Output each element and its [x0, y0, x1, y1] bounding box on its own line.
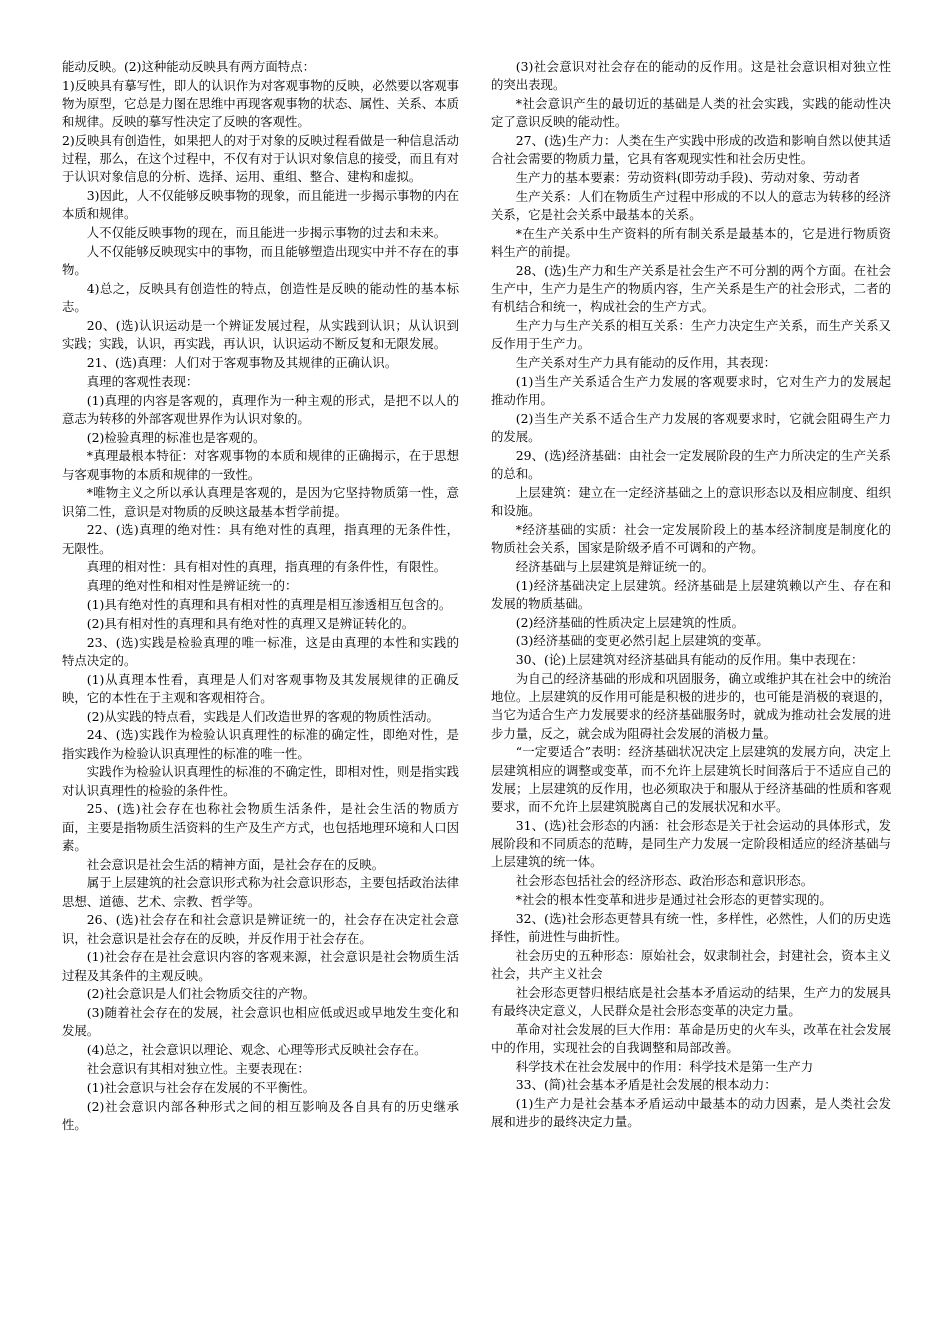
paragraph: 真理的客观性表现： — [86, 373, 199, 389]
paragraph: 真理的绝对性和相对性是辨证统一的： — [86, 578, 298, 594]
paragraph: 29、(选)经济基础：由社会一定发展阶段的生产力所决定的生产关系的总和。 — [491, 447, 891, 481]
paragraph: 1)反映具有摹写性，即人的认识作为对客观事物的反映，必然要以客观事物为原型，它总是力图在思维中再现客观事物的状态、属性、关系、本质和规律。反映的摹写性决定了反映的客观性。 — [62, 77, 459, 130]
paragraph: *真理最根本特征：对客观事物的本质和规律的正确揭示，在于思想与客观事物的本质和规律的一致性。 — [62, 448, 459, 482]
paragraph: (4)总之，社会意识以理论、观念、心理等形式反映社会存在。 — [86, 1042, 427, 1058]
paragraph: (1)社会意识与社会存在发展的不平衡性。 — [86, 1079, 315, 1095]
paragraph: 22、(选)真理的绝对性：具有绝对性的真理，指真理的无条件性，无限性。 — [62, 522, 459, 556]
paragraph: 社会形态包括社会的经济形态、政治形态和意识形态。 — [515, 873, 814, 888]
paragraph: “一定要适合”表明：经济基础状况决定上层建筑的发展方向，决定上层建筑相应的调整或变革，而不允许上层建筑长时间落后于不适应自己的发展；上层建筑的反作用，也必须取决于和服从于经济基础的性质和客观要求，而不允许上层建筑脱离自己的发展状况和水平。 — [491, 744, 891, 814]
paragraph: 32、(选)社会形态更替具有统一性，多样性，必然性，人们的历史选择性，前进性与曲折性。 — [491, 910, 891, 944]
paragraph: 科学技术在社会发展中的作用：科学技术是第一生产力 — [515, 1058, 814, 1074]
paragraph: 30、(论)上层建筑对经济基础具有能动的反作用。集中表现在： — [515, 652, 864, 668]
paragraph: *社会意识产生的最切近的基础是人类的社会实践，实践的能动性决定了意识反映的能动性。 — [491, 96, 891, 130]
paragraph: (3)经济基础的变更必然引起上层建筑的变革。 — [515, 633, 769, 649]
paragraph: 生产力与生产关系的相互关系：生产力决定生产关系，而生产关系又反作用于生产力。 — [491, 318, 891, 352]
paragraph: 2)反映具有创造性，如果把人的对于对象的反映过程看做是一种信息活动过程，那么，在这个过程中，不仅有对于认识对象信息的接受，而且有对于认识对象信息的分析、选择、运用、重组、整合、建构和虚拟。 — [62, 133, 459, 185]
paragraph: (1)从真理本性看，真理是人们对客观事物及其发展规律的正确反映，它的本性在于主观和客观相符合。 — [62, 671, 459, 705]
paragraph: 3)因此，人不仅能够反映事物的现象，而且能进一步揭示事物的内在本质和规律。 — [62, 188, 459, 222]
paragraph: 生产力的基本要素：劳动资料(即劳动手段)、劳动对象、劳动者 — [515, 170, 861, 185]
paragraph: 社会历史的五种形态：原始社会，奴隶制社会，封建社会，资本主义社会，共产主义社会 — [491, 947, 891, 981]
paragraph: *经济基础的实质：社会一定发展阶段上的基本经济制度是制度化的物质社会关系，国家是阶级矛盾不可调和的产物。 — [491, 521, 891, 555]
paragraph: 社会意识是社会生活的精神方面，是社会存在的反映。 — [86, 856, 385, 872]
paragraph: *在生产关系中生产资料的所有制关系是最基本的，它是进行物质资料生产的前提。 — [491, 225, 891, 259]
paragraph: (1)生产力是社会基本矛盾运动中最基本的动力因素，是人类社会发展和进步的最终决定力量。 — [491, 1096, 891, 1130]
paragraph: (1)经济基础决定上层建筑。经济基础是上层建筑赖以产生、存在和发展的物质基础。 — [491, 577, 891, 611]
paragraph: (2)社会意识是人们社会物质交往的产物。 — [86, 986, 315, 1002]
paragraph: (2)具有相对性的真理和具有绝对性的真理又是辨证转化的。 — [86, 615, 415, 631]
paragraph: (3)随着社会存在的发展，社会意识也相应低或迟或早地发生变化和发展。 — [62, 1005, 459, 1039]
paragraph: *社会的根本性变革和进步是通过社会形态的更替实现的。 — [515, 891, 832, 907]
paragraph: 人不仅能够反映现实中的事物，而且能够塑造出现实中并不存在的事物。 — [62, 244, 459, 278]
paragraph: 28、(选)生产力和生产关系是社会生产不可分割的两个方面。在社会生产中，生产力是生产的物质内容，生产关系是生产的社会形式，二者的有机结合和统一，构成社会的生产方式。 — [491, 262, 891, 315]
paragraph: 23、(选)实践是检验真理的唯一标准，这是由真理的本性和实践的特点决定的。 — [62, 634, 459, 668]
paragraph: 26、(选)社会存在和社会意识是辨证统一的，社会存在决定社会意识，社会意识是社会存在的反映，并反作用于社会存在。 — [62, 912, 459, 946]
paragraph: (2)经济基础的性质决定上层建筑的性质。 — [515, 614, 744, 630]
paragraph: 经济基础与上层建筑是辩证统一的。 — [515, 558, 715, 574]
paragraph: (2)社会意识内部各种形式之间的相互影响及各自具有的历史继承性。 — [62, 1098, 459, 1132]
paragraph: 人不仅能反映事物的现在，而且能进一步揭示事物的过去和未来。 — [86, 225, 447, 241]
paragraph: 25、(选)社会存在也称社会物质生活条件，是社会生活的物质方面，主要是指物质生活资料的生产及生产方式，也包括地理环境和人口因素。 — [62, 801, 459, 853]
paragraph: 4)总之，反映具有创造性的特点，创造性是反映的能动性的基本标志。 — [62, 281, 459, 315]
right-column — [491, 58, 891, 1132]
paragraph: (2)从实践的特点看，实践是人们改造世界的客观的物质性活动。 — [86, 708, 439, 724]
paragraph: 社会形态更替归根结底是社会基本矛盾运动的结果，生产力的发展具有最终决定意义，人民群众是社会形态变革的决定力量。 — [491, 984, 891, 1018]
paragraph: 社会意识有其相对独立性。主要表现在： — [86, 1060, 310, 1076]
paragraph: 33、(简)社会基本矛盾是社会发展的根本动力： — [515, 1077, 777, 1093]
paragraph: (1)真理的内容是客观的，真理作为一种主观的形式，是把不以人的意志为转移的外部客观世界作为认识对象的。 — [62, 392, 459, 426]
left-column — [62, 58, 459, 1135]
paragraph: (2)当生产关系不适合生产力发展的客观要求时，它就会阻碍生产力的发展。 — [491, 410, 891, 444]
paragraph: (1)具有绝对性的真理和具有相对性的真理是相互渗透相互包含的。 — [86, 596, 452, 612]
paragraph: *唯物主义之所以承认真理是客观的，是因为它坚持物质第一性，意识第二性，意识是对物质的反映这最基本哲学前提。 — [62, 485, 459, 519]
paragraph: 31、(选)社会形态的内涵：社会形态是关于社会运动的具体形式，发展阶段和不同质态的范畴，是同生产力发展一定阶段相适应的经济基础与上层建筑的统一体。 — [491, 817, 891, 870]
paragraph: 21、(选)真理：人们对于客观事物及其规律的正确认识。 — [86, 355, 398, 370]
paragraph: 真理的相对性：具有相对性的真理，指真理的有条件性，有限性。 — [86, 559, 447, 575]
paragraph: 上层建筑：建立在一定经济基础之上的意识形态以及相应制度、组织和设施。 — [491, 484, 891, 518]
paragraph: 24、(选)实践作为检验认识真理性的标准的确定性，即绝对性，是指实践作为检验认识真理性的标准的唯一性。 — [62, 727, 459, 761]
paragraph: (3)社会意识对社会存在的能动的反作用。这是社会意识相对独立性的突出表现。 — [491, 59, 891, 93]
paragraph: 革命对社会发展的巨大作用：革命是历史的火车头，改革在社会发展中的作用，实现社会的自我调整和局部改善。 — [491, 1021, 891, 1055]
paragraph: 属于上层建筑的社会意识形式称为社会意识形态，主要包括政治法律思想、道德、艺术、宗教、哲学等。 — [62, 875, 459, 909]
paragraph: 20、(选)认识运动是一个辨证发展过程，从实践到认识；从认识到实践；实践，认识，再实践，再认识，认识运动不断反复和无限发展。 — [62, 318, 459, 352]
paragraph: 为自己的经济基础的形成和巩固服务，确立或维护其在社会中的统治地位。上层建筑的反作用可能是积极的进步的，也可能是消极的衰退的，当它为适合生产力发展要求的经济基础服务时，就成为推动社会发展的进步力量，反之，就会成为阻碍社会发展的消极力量。 — [491, 670, 891, 741]
paragraph: 实践作为检验认识真理性的标准的不确定性，即相对性，则是指实践对认识真理性的检验的条件性。 — [62, 764, 459, 798]
paragraph: 能动反映。(2)这种能动反映具有两方面特点： — [62, 59, 315, 74]
paragraph: (1)当生产关系适合生产力发展的客观要求时，它对生产力的发展起推动作用。 — [491, 373, 891, 407]
paragraph: 生产关系对生产力具有能动的反作用，其表现： — [515, 355, 776, 370]
paragraph: (1)社会存在是社会意识内容的客观来源，社会意识是社会物质生活过程及其条件的主观反映。 — [62, 949, 459, 983]
paragraph: (2)检验真理的标准也是客观的。 — [86, 429, 266, 445]
paragraph: 27、(选)生产力：人类在生产实践中形成的改造和影响自然以使其适合社会需要的物质力量，它具有客观现实性和社会历史性。 — [491, 133, 891, 167]
paragraph: 生产关系：人们在物质生产过程中形成的不以人的意志为转移的经济关系，它是社会关系中最基本的关系。 — [491, 188, 891, 222]
